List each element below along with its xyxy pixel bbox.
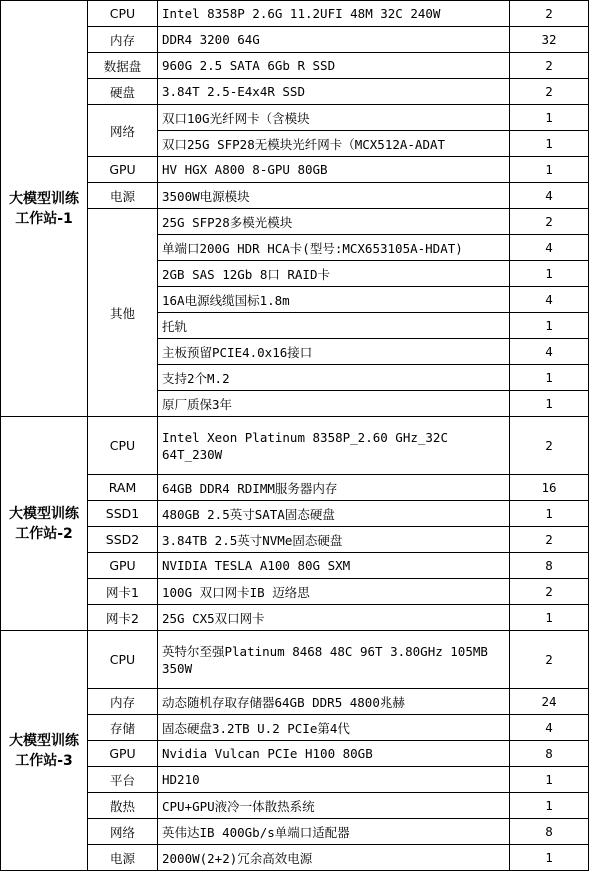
qty-cell: 16 <box>510 475 589 501</box>
category-cell: GPU <box>88 157 158 183</box>
table-row <box>1 689 589 715</box>
table-row <box>1 27 589 53</box>
category-cell: 内存 <box>88 689 158 715</box>
qty-cell: 4 <box>510 287 589 313</box>
table-row <box>1 605 589 631</box>
spec-cell: 托轨 <box>158 313 510 339</box>
spec-cell: HV HGX A800 8-GPU 80GB <box>158 157 510 183</box>
spec-cell: 2000W(2+2)冗余高效电源 <box>158 845 510 871</box>
category-cell: GPU <box>88 741 158 767</box>
category-cell: 电源 <box>88 183 158 209</box>
qty-cell: 1 <box>510 131 589 157</box>
table-row <box>1 553 589 579</box>
qty-cell: 24 <box>510 689 589 715</box>
spec-cell: 960G 2.5 SATA 6Gb R SSD <box>158 53 510 79</box>
qty-cell: 4 <box>510 339 589 365</box>
category-cell: 其他 <box>88 209 158 417</box>
qty-cell: 1 <box>510 391 589 417</box>
qty-cell: 1 <box>510 261 589 287</box>
table-row <box>1 631 589 689</box>
category-cell: 内存 <box>88 27 158 53</box>
table-row <box>1 105 589 131</box>
spec-cell: 英伟达IB 400Gb/s单端口适配器 <box>158 819 510 845</box>
spec-cell: Intel 8358P 2.6G 11.2UFI 48M 32C 240W <box>158 1 510 27</box>
spec-cell: 固态硬盘3.2TB U.2 PCIe第4代 <box>158 715 510 741</box>
category-cell: 散热 <box>88 793 158 819</box>
category-cell: 电源 <box>88 845 158 871</box>
qty-cell: 2 <box>510 1 589 27</box>
qty-cell: 2 <box>510 579 589 605</box>
table-row <box>1 475 589 501</box>
table-row <box>1 579 589 605</box>
qty-cell: 1 <box>510 793 589 819</box>
spec-cell: 64GB DDR4 RDIMM服务器内存 <box>158 475 510 501</box>
spec-cell: Intel Xeon Platinum 8358P_2.60 GHz_32C 64T_230W <box>158 417 510 475</box>
category-cell: 存储 <box>88 715 158 741</box>
qty-cell: 8 <box>510 553 589 579</box>
spec-cell: 原厂质保3年 <box>158 391 510 417</box>
spec-cell: 英特尔至强Platinum 8468 48C 96T 3.80GHz 105MB 350W <box>158 631 510 689</box>
qty-cell: 2 <box>510 53 589 79</box>
qty-cell: 1 <box>510 157 589 183</box>
qty-cell: 32 <box>510 27 589 53</box>
spec-cell: 3.84T 2.5-E4x4R SSD <box>158 79 510 105</box>
table-row <box>1 793 589 819</box>
spec-cell: HD210 <box>158 767 510 793</box>
spec-cell: Nvidia Vulcan PCIe H100 80GB <box>158 741 510 767</box>
spec-cell: NVIDIA TESLA A100 80G SXM <box>158 553 510 579</box>
category-cell: 网卡1 <box>88 579 158 605</box>
category-cell: 硬盘 <box>88 79 158 105</box>
table-row <box>1 527 589 553</box>
qty-cell: 2 <box>510 527 589 553</box>
qty-cell: 8 <box>510 819 589 845</box>
qty-cell: 1 <box>510 501 589 527</box>
spec-cell: 2GB SAS 12Gb 8口 RAID卡 <box>158 261 510 287</box>
spec-cell: 双口10G光纤网卡（含模块 <box>158 105 510 131</box>
table-row <box>1 79 589 105</box>
table-row <box>1 1 589 27</box>
category-cell: 数据盘 <box>88 53 158 79</box>
category-cell: 网卡2 <box>88 605 158 631</box>
spec-cell: CPU+GPU液冷一体散热系统 <box>158 793 510 819</box>
spec-cell: 25G SFP28多模光模块 <box>158 209 510 235</box>
qty-cell: 4 <box>510 183 589 209</box>
table-row <box>1 715 589 741</box>
qty-cell: 2 <box>510 417 589 475</box>
qty-cell: 1 <box>510 845 589 871</box>
group-label: 大模型训练工作站-1 <box>1 1 88 417</box>
qty-cell: 1 <box>510 365 589 391</box>
category-cell: SSD1 <box>88 501 158 527</box>
table-row <box>1 741 589 767</box>
table-row <box>1 417 589 475</box>
table-row <box>1 183 589 209</box>
qty-cell: 1 <box>510 313 589 339</box>
qty-cell: 1 <box>510 767 589 793</box>
spec-cell: 16A电源线缆国标1.8m <box>158 287 510 313</box>
spec-cell: 480GB 2.5英寸SATA固态硬盘 <box>158 501 510 527</box>
spec-cell: 支持2个M.2 <box>158 365 510 391</box>
qty-cell: 1 <box>510 605 589 631</box>
spec-cell: 单端口200G HDR HCA卡(型号:MCX653105A-HDAT) <box>158 235 510 261</box>
category-cell: CPU <box>88 631 158 689</box>
category-cell: CPU <box>88 417 158 475</box>
category-cell: RAM <box>88 475 158 501</box>
spec-cell: 主板预留PCIE4.0x16接口 <box>158 339 510 365</box>
qty-cell: 2 <box>510 631 589 689</box>
qty-cell: 2 <box>510 209 589 235</box>
category-cell: GPU <box>88 553 158 579</box>
category-cell: 平台 <box>88 767 158 793</box>
qty-cell: 1 <box>510 105 589 131</box>
category-cell: 网络 <box>88 819 158 845</box>
table-row <box>1 819 589 845</box>
category-cell: CPU <box>88 1 158 27</box>
table-row <box>1 209 589 235</box>
spec-cell: DDR4 3200 64G <box>158 27 510 53</box>
category-cell: 网络 <box>88 105 158 157</box>
qty-cell: 2 <box>510 79 589 105</box>
qty-cell: 8 <box>510 741 589 767</box>
category-cell: SSD2 <box>88 527 158 553</box>
table-row <box>1 157 589 183</box>
table-row <box>1 767 589 793</box>
table-row <box>1 501 589 527</box>
table-row <box>1 53 589 79</box>
group-label: 大模型训练工作站-2 <box>1 417 88 631</box>
qty-cell: 4 <box>510 235 589 261</box>
spec-cell: 3.84TB 2.5英寸NVMe固态硬盘 <box>158 527 510 553</box>
spec-cell: 双口25G SFP28无模块光纤网卡（MCX512A-ADAT <box>158 131 510 157</box>
qty-cell: 4 <box>510 715 589 741</box>
spec-cell: 动态随机存取存储器64GB DDR5 4800兆赫 <box>158 689 510 715</box>
spec-cell: 3500W电源模块 <box>158 183 510 209</box>
group-label: 大模型训练工作站-3 <box>1 631 88 871</box>
spec-cell: 100G 双口网卡IB 迈络思 <box>158 579 510 605</box>
spec-cell: 25G CX5双口网卡 <box>158 605 510 631</box>
